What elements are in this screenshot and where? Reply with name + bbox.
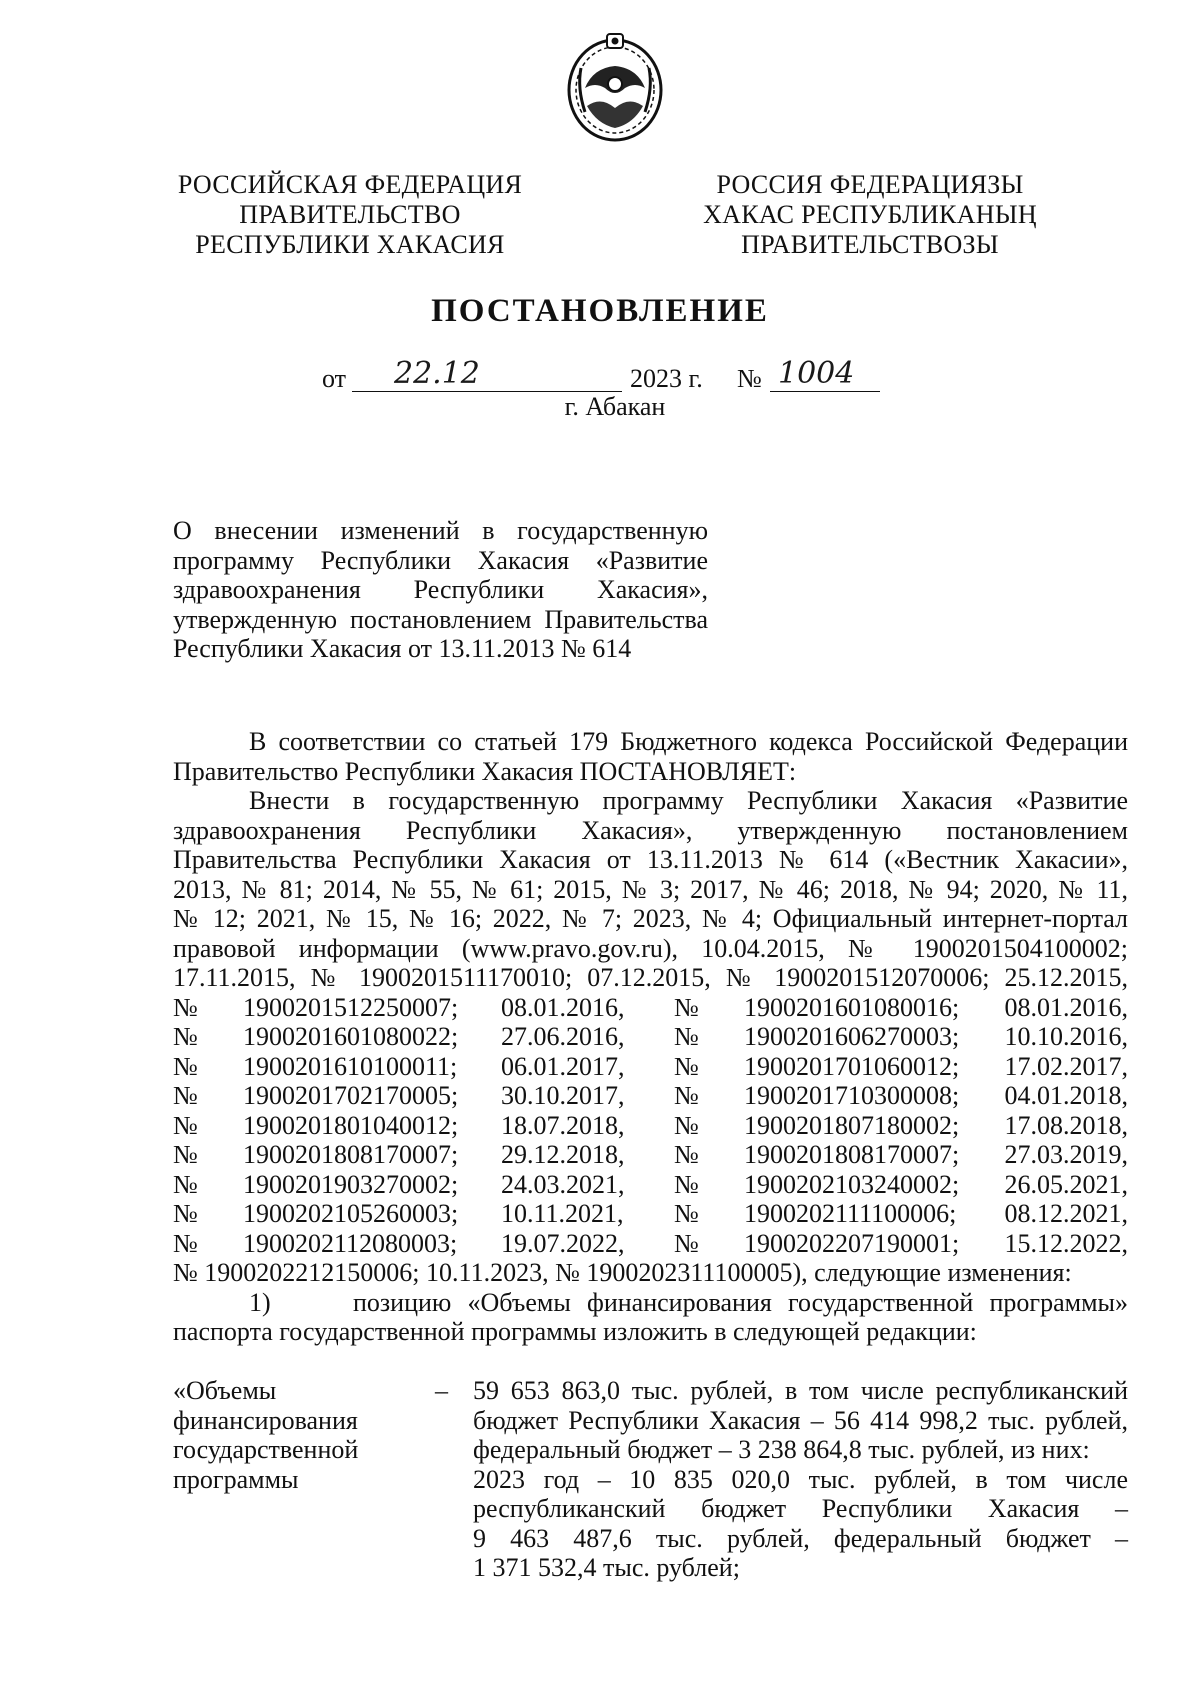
header-right-line: ХАКАС РЕСПУБЛИКАНЫҢ	[703, 200, 1037, 229]
financing-line: бюджет Республики Хакасия – 56 414 998,2 тыс. рублей,	[473, 1405, 1128, 1435]
registry-row	[173, 1199, 1128, 1229]
registry-cell: 27.06.2016,	[501, 1022, 625, 1051]
intro-line: Правительства Республики Хакасия от 13.11.2013 № 614 («Вестник Хакасии»,	[173, 845, 1128, 874]
financing-label-line: «Объемы	[173, 1376, 277, 1405]
registry-cell: 17.08.2018,	[1004, 1110, 1128, 1140]
registry-cell: 1900201807180002;	[744, 1110, 960, 1140]
preamble-line: В соответствии со статьей 179 Бюджетного кодекса Российской Федерации	[249, 727, 1128, 756]
registry-cell: 1900201710300008;	[744, 1081, 960, 1110]
registry-list	[173, 993, 1128, 1259]
dateline	[322, 356, 942, 396]
registry-cell: №	[173, 1081, 198, 1110]
registry-row	[173, 1052, 1128, 1082]
financing-text	[473, 1376, 1128, 1583]
date-handwritten: 22.12	[394, 356, 480, 391]
subject-line: Республики Хакасия от 13.11.2013 № 614	[173, 634, 632, 663]
header-left-line: РОССИЙСКАЯ ФЕДЕРАЦИЯ	[177, 170, 523, 199]
registry-cell: 1900201808170007;	[243, 1140, 459, 1169]
intro-line: Внести в государственную программу Республики Хакасия «Развитие	[249, 786, 1128, 815]
financing-line: республиканский бюджет Республики Хакасия –	[473, 1494, 1128, 1523]
registry-cell: №	[173, 1169, 198, 1199]
registry-cell: №	[173, 1228, 198, 1258]
registry-row	[173, 1081, 1128, 1111]
item-number: 1)	[249, 1287, 271, 1317]
header-right-line: ПРАВИТЕЛЬСТВОЗЫ	[741, 230, 999, 259]
financing-line: 2023 год – 10 835 020,0 тыс. рублей, в том числе	[473, 1464, 1128, 1494]
registry-cell: 1900202105260003;	[243, 1199, 459, 1228]
registry-row	[173, 1170, 1128, 1200]
registry-cell: №	[674, 1169, 699, 1199]
financing-label-line: государственной	[173, 1435, 359, 1464]
registry-cell: 24.03.2021,	[501, 1169, 625, 1199]
registry-cell: 29.12.2018,	[501, 1140, 625, 1169]
subject-line: программу Республики Хакасия «Развитие	[173, 545, 708, 575]
financing-line: федеральный бюджет – 3 238 864,8 тыс. рублей, из них:	[473, 1435, 1090, 1464]
registry-cell: 1900202112080003;	[243, 1228, 458, 1258]
registry-cell: 19.07.2022,	[501, 1228, 625, 1258]
financing-line: 1 371 532,4 тыс. рублей;	[473, 1553, 740, 1582]
registry-cell: 1900202207190001;	[744, 1228, 960, 1258]
registry-cell: №	[674, 1081, 699, 1110]
date-year: 2023 г.	[630, 364, 703, 393]
registry-cell: №	[674, 1199, 699, 1228]
date-prefix: от	[322, 364, 347, 393]
subject-line: здравоохранения Республики Хакасия»,	[173, 575, 708, 604]
document-title: ПОСТАНОВЛЕНИЕ	[431, 293, 769, 329]
registry-cell: 1900201601080022;	[243, 1022, 459, 1051]
registry-cell: 06.01.2017,	[501, 1051, 625, 1081]
registry-cell: 1900202103240002;	[744, 1169, 960, 1199]
registry-row	[173, 1229, 1128, 1259]
city: г. Абакан	[564, 392, 666, 421]
registry-cell: 26.05.2021,	[1004, 1169, 1128, 1199]
registry-cell: 1900201601080016;	[744, 992, 960, 1022]
financing-label-line: финансирования	[173, 1405, 358, 1435]
header-left-line: ПРАВИТЕЛЬСТВО	[239, 200, 461, 229]
header-right-line: РОССИЯ ФЕДЕРАЦИЯЗЫ	[716, 170, 1024, 199]
registry-cell: 08.01.2016,	[501, 992, 625, 1022]
closing-line: № 1900202212150006; 10.11.2023, № 1900202311100005), следующие изменения:	[173, 1258, 1072, 1287]
subject-line: О внесении изменений в государственную	[173, 516, 708, 545]
preamble-line: Правительство Республики Хакасия ПОСТАНОВЛЯЕТ:	[173, 756, 797, 786]
registry-cell: 1900201702170005;	[243, 1081, 459, 1110]
registry-cell: 30.10.2017,	[501, 1081, 625, 1110]
intro-line: 17.11.2015, № 1900201511170010; 07.12.2015, № 1900201512070006; 25.12.2015,	[173, 963, 1128, 992]
registry-cell: №	[173, 992, 198, 1022]
registry-cell: 10.11.2021,	[501, 1199, 624, 1228]
registry-cell: 18.07.2018,	[501, 1110, 625, 1140]
financing-label	[173, 1376, 413, 1494]
registry-cell: 1900201808170007;	[744, 1140, 960, 1169]
intro-line: № 12; 2021, № 15, № 16; 2022, № 7; 2023, № 4; Официальный интернет-портал	[173, 904, 1128, 933]
registry-cell: 1900201801040012;	[243, 1110, 459, 1140]
financing-label-line: программы	[173, 1464, 299, 1494]
registry-row	[173, 1022, 1128, 1052]
registry-row	[173, 1111, 1128, 1141]
registry-cell: 1900201610100011;	[243, 1051, 458, 1081]
registry-cell: №	[674, 1110, 699, 1140]
number-label: №	[737, 364, 762, 393]
registry-cell: 1900201903270002;	[243, 1169, 459, 1199]
financing-dash: –	[435, 1376, 448, 1405]
registry-cell: №	[674, 1228, 699, 1258]
registry-cell: 1900201606270003;	[744, 1022, 960, 1051]
registry-cell: №	[173, 1022, 198, 1051]
registry-cell: 1900201701060012;	[744, 1051, 960, 1081]
registry-cell: №	[173, 1110, 198, 1140]
registry-cell: №	[173, 1140, 198, 1169]
registry-cell: №	[674, 992, 699, 1022]
intro-line: здравоохранения Республики Хакасия», утвержденную постановлением	[173, 815, 1128, 845]
registry-cell: 1900201512250007;	[243, 992, 459, 1022]
registry-cell: №	[173, 1199, 198, 1228]
registry-cell: №	[674, 1022, 699, 1051]
intro-line: правовой информации (www.pravo.gov.ru), 10.04.2015, № 1900201504100002;	[173, 933, 1128, 963]
subject-block	[173, 516, 708, 664]
registry-cell: 15.12.2022,	[1004, 1228, 1128, 1258]
registry-cell: 08.12.2021,	[1004, 1199, 1128, 1228]
header-left-line: РЕСПУБЛИКИ ХАКАСИЯ	[195, 230, 505, 259]
header-left	[140, 170, 560, 260]
registry-row	[173, 993, 1128, 1023]
financing-line: 59 653 863,0 тыс. рублей, в том числе республиканский	[473, 1376, 1128, 1405]
registry-cell: 1900202111100006;	[744, 1199, 957, 1228]
registry-cell: 04.01.2018,	[1004, 1081, 1128, 1110]
registry-cell: 10.10.2016,	[1004, 1022, 1128, 1051]
header-right	[660, 170, 1080, 260]
subject-line: утвержденную постановлением Правительства	[173, 604, 708, 634]
registry-cell: 27.03.2019,	[1004, 1140, 1128, 1169]
number-handwritten: 1004	[778, 356, 855, 391]
body-text	[173, 727, 1128, 1347]
item-1-continuation: паспорта государственной программы изложить в следующей редакции:	[173, 1317, 977, 1346]
intro-line: 2013, № 81; 2014, № 55, № 61; 2015, № 3; 2017, № 46; 2018, № 94; 2020, № 11,	[173, 874, 1128, 904]
registry-cell: №	[173, 1051, 198, 1081]
registry-cell: №	[674, 1051, 699, 1081]
coat-of-arms-emblem	[563, 28, 667, 146]
registry-cell: 17.02.2017,	[1004, 1051, 1128, 1081]
registry-cell: 08.01.2016,	[1004, 992, 1128, 1022]
registry-row	[173, 1140, 1128, 1170]
item-1-line	[173, 1288, 1128, 1318]
financing-line: 9 463 487,6 тыс. рублей, федеральный бюджет –	[473, 1523, 1128, 1553]
item-text: позицию «Объемы финансирования государственной программы»	[353, 1287, 1128, 1317]
registry-cell: №	[674, 1140, 699, 1169]
